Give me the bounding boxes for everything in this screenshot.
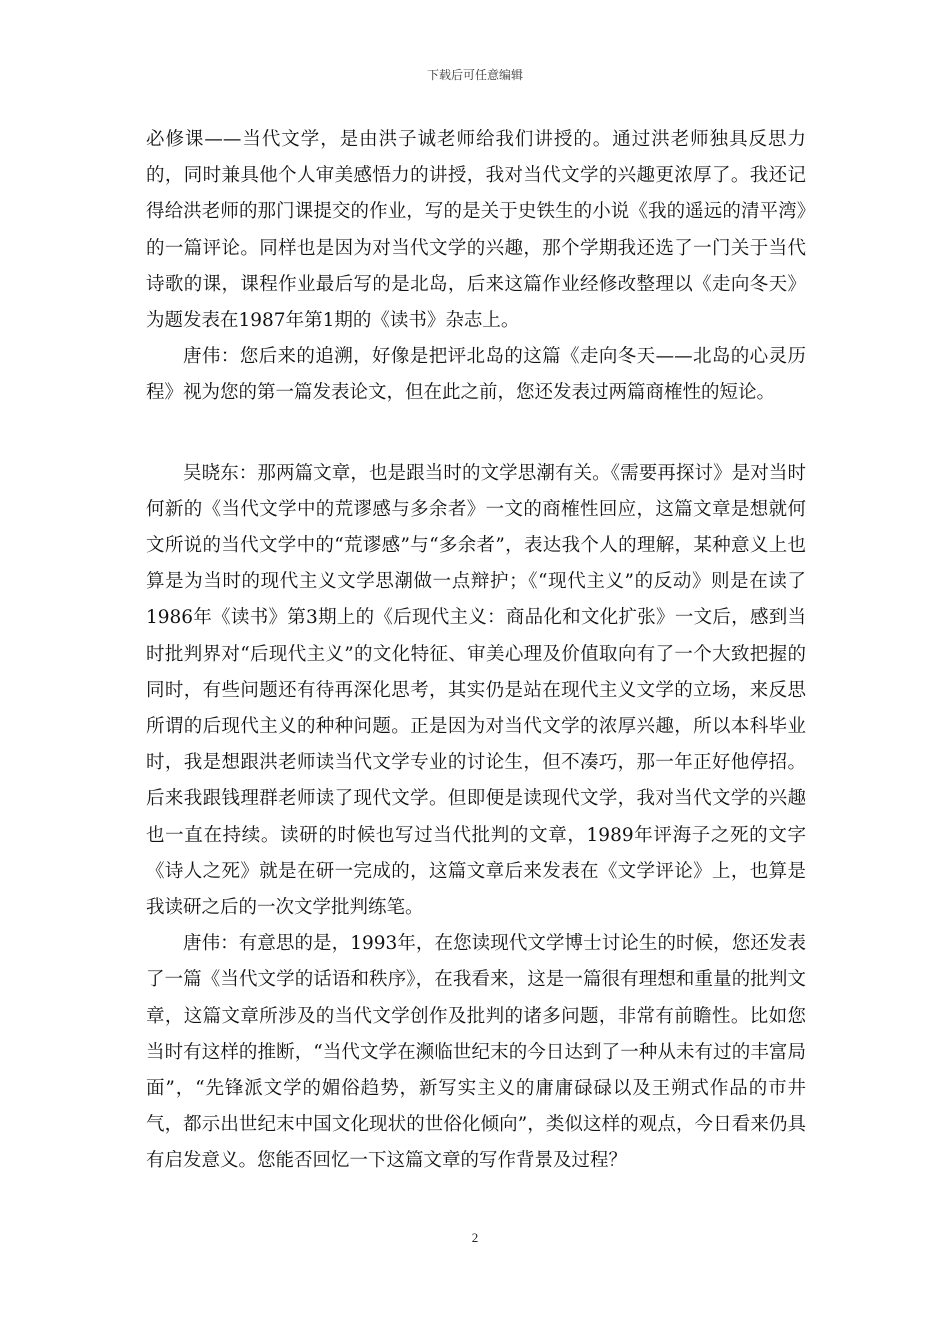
document-body <box>146 122 806 1180</box>
page-header: 下载后可任意编辑 <box>426 68 523 82</box>
paragraph-continuation: 必修课——当代文学，是由洪子诚老师给我们讲授的。通过洪老师独具反思力的，同时兼具他个人审美感悟力的讲授，我对当代文学的兴趣更浓厚了。我还记得给洪老师的那门课提交的作业，写的是关于史铁生的小说《我的遥远的清平湾》的一篇评论。同样也是因为对当代文学的兴趣，那个学期我还选了一门关于当代诗歌的课，课程作业最后写的是北岛，后来这篇作业经修改整理以《走向冬天》为题发表在1987年第1期的《读书》杂志上。 <box>146 129 806 332</box>
paragraph-question-tangwei: 唐伟：您后来的追溯，好像是把评北岛的这篇《走向冬天——北岛的心灵历程》视为您的第一篇发表论文，但在此之前，您还发表过两篇商榷性的短论。 <box>146 346 806 404</box>
paragraph-gap <box>146 412 806 456</box>
paragraph-answer-wuxiaodong: 吴晓东：那两篇文章，也是跟当时的文学思潮有关。《需要再探讨》是对当时何新的《当代文学中的荒谬感与多余者》一文的商榷性回应，这篇文章是想就何文所说的当代文学中的“荒谬感”与“多余者”，表达我个人的理解，某种意义上也算是为当时的现代主义文学思潮做一点辩护；《“现代主义”的反动》则是在读了1986年《读书》第3期上的《后现代主义：商品化和文化扩张》一文后，感到当时批判界对“后现代主义”的文化特征、审美心理及价值取向有了一个大致把握的同时，有些问题还有待再深化思考，其实仍是站在现代主义文学的立场，来反思所谓的后现代主义的种种问题。正是因为对当代文学的浓厚兴趣，所以本科毕业时，我是想跟洪老师读当代文学专业的讨论生，但不凑巧，那一年正好他停招。后来我跟钱理群老师读了现代文学。但即便是读现代文学，我对当代文学的兴趣也一直在持续。读研的时候也写过当代批判的文章，1989年评海子之死的文字《诗人之死》就是在研一完成的，这篇文章后来发表在《文学评论》上，也算是我读研之后的一次文学批判练笔。 <box>146 462 806 919</box>
page-number: 2 <box>471 1230 479 1245</box>
paragraph-question-tangwei-2: 唐伟：有意思的是，1993年，在您读现代文学博士讨论生的时候，您还发表了一篇《当代文学的话语和秩序》，在我看来，这是一篇很有理想和重量的批判文章，这篇文章所涉及的当代文学创作及批判的诸多问题，非常有前瞻性。比如您当时有这样的推断，“当代文学在濒临世纪末的今日达到了一种从未有过的丰富局面”，“先锋派文学的媚俗趋势，新写实主义的庸庸碌碌以及王朔式作品的市井气，都示出世纪末中国文化现状的世俗化倾向”，类似这样的观点，今日看来仍具有启发意义。您能否回忆一下这篇文章的写作背景及过程？ <box>146 933 806 1172</box>
